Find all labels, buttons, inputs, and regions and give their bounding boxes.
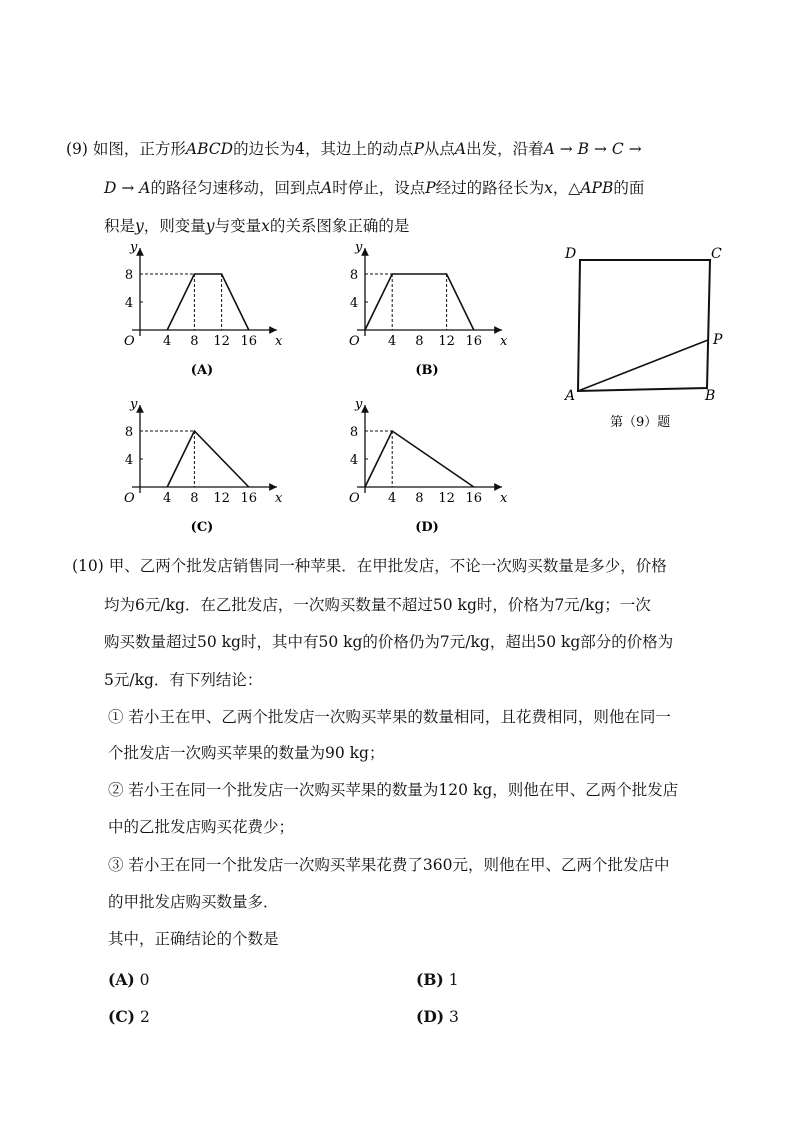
x-axis-label: x — [500, 334, 508, 349]
graph-label: (C) — [190, 520, 214, 535]
x-tick-label: 12 — [438, 334, 455, 349]
graph-line — [167, 431, 249, 487]
label-d: D — [565, 246, 577, 262]
segment-ap — [578, 340, 708, 391]
y-tick-label: 4 — [124, 453, 134, 468]
x-tick-label: 12 — [213, 334, 230, 349]
q10-question: 其中，正确结论的个数是 — [108, 930, 279, 948]
y-axis-label: y — [355, 397, 363, 412]
graph-2 — [124, 397, 283, 535]
y-tick-label: 4 — [124, 296, 134, 311]
x-axis-label: x — [500, 491, 508, 506]
x-tick-label: 16 — [465, 491, 483, 506]
x-tick-label: 12 — [438, 491, 455, 506]
origin-label: O — [124, 334, 135, 349]
square-figure — [555, 240, 735, 440]
graph-label: (B) — [415, 363, 439, 378]
conclusion-2-line-2: 中的乙批发店购买花费少； — [108, 818, 295, 836]
conclusion-1-line-2: 个批发店一次购买苹果的数量为90 kg； — [108, 744, 385, 762]
conclusion-2-line-1: ② 若小王在同一个批发店一次购买苹果的数量为120 kg，则他在甲、乙两个批发店 — [108, 781, 679, 799]
x-tick-label: 4 — [163, 491, 172, 506]
origin-label: O — [124, 491, 135, 506]
x-tick-label: 16 — [465, 334, 483, 349]
option-c[interactable]: (C) 2 — [108, 1007, 150, 1026]
conclusion-3-line-1: ③ 若小王在同一个批发店一次购买苹果花费了360元，则他在甲、乙两个批发店中 — [108, 856, 670, 874]
x-tick-label: 8 — [415, 334, 424, 349]
figure-caption: 第（9）题 — [610, 415, 671, 430]
graph-label: (D) — [415, 520, 439, 535]
graph-line — [365, 274, 474, 330]
q9-line-1: (9) 如图，正方形ABCD的边长为4，其边上的动点P从点A出发，沿着A → B → C → — [66, 140, 642, 158]
conclusion-3-line-2: 的甲批发店购买数量多． — [108, 893, 279, 911]
q9-line-3: 积是y，则变量y与变量x的关系图象正确的是 — [104, 217, 410, 235]
graph-line — [167, 274, 249, 330]
y-axis-label: y — [130, 397, 138, 412]
x-tick-label: 4 — [163, 334, 172, 349]
x-tick-label: 12 — [213, 491, 230, 506]
y-tick-label: 8 — [349, 268, 359, 283]
origin-label: O — [349, 334, 360, 349]
label-b: B — [705, 388, 716, 404]
y-tick-label: 4 — [349, 296, 359, 311]
y-tick-label: 4 — [349, 453, 359, 468]
graph-label: (A) — [190, 363, 214, 378]
q10-line-1: (10) 甲、乙两个批发店销售同一种苹果．在甲批发店，不论一次购买数量是多少，价格 — [72, 557, 667, 575]
y-tick-label: 8 — [124, 425, 134, 440]
label-c: C — [711, 246, 722, 262]
y-tick-label: 8 — [349, 425, 359, 440]
label-a: A — [565, 388, 576, 404]
q10-line-4: 5元/kg．有下列结论： — [104, 671, 263, 689]
x-axis-label: x — [275, 491, 283, 506]
q10-line-3: 购买数量超过50 kg时，其中有50 kg的价格仍为7元/kg，超出50 kg部分的价格为 — [104, 633, 674, 651]
option-b[interactable]: (B) 1 — [416, 970, 459, 989]
square-abcd — [578, 260, 710, 391]
origin-label: O — [349, 491, 360, 506]
x-tick-label: 16 — [240, 491, 258, 506]
x-tick-label: 8 — [190, 334, 199, 349]
conclusion-1-line-1: ① 若小王在甲、乙两个批发店一次购买苹果的数量相同，且花费相同，则他在同一 — [108, 708, 671, 726]
option-d[interactable]: (D) 3 — [416, 1007, 459, 1026]
x-tick-label: 8 — [190, 491, 199, 506]
q10-number: (10) — [72, 557, 104, 575]
label-p: P — [713, 332, 723, 348]
x-tick-label: 16 — [240, 334, 258, 349]
x-tick-label: 8 — [415, 491, 424, 506]
y-tick-label: 8 — [124, 268, 134, 283]
graph-0 — [124, 240, 283, 378]
y-axis-label: y — [130, 240, 138, 255]
q9-line-2: D → A的路径匀速移动，回到点A时停止，设点P经过的路径长为x，△APB的面 — [104, 179, 645, 197]
q9-number: (9) — [66, 140, 88, 158]
graph-line — [365, 431, 474, 487]
graph-3 — [349, 397, 508, 535]
y-axis-label: y — [355, 240, 363, 255]
x-tick-label: 4 — [388, 334, 397, 349]
x-tick-label: 4 — [388, 491, 397, 506]
x-axis-label: x — [275, 334, 283, 349]
q10-line-2: 均为6元/kg．在乙批发店，一次购买数量不超过50 kg时，价格为7元/kg；一次 — [104, 596, 651, 614]
option-a[interactable]: (A) 0 — [108, 970, 150, 989]
graph-1 — [349, 240, 508, 378]
